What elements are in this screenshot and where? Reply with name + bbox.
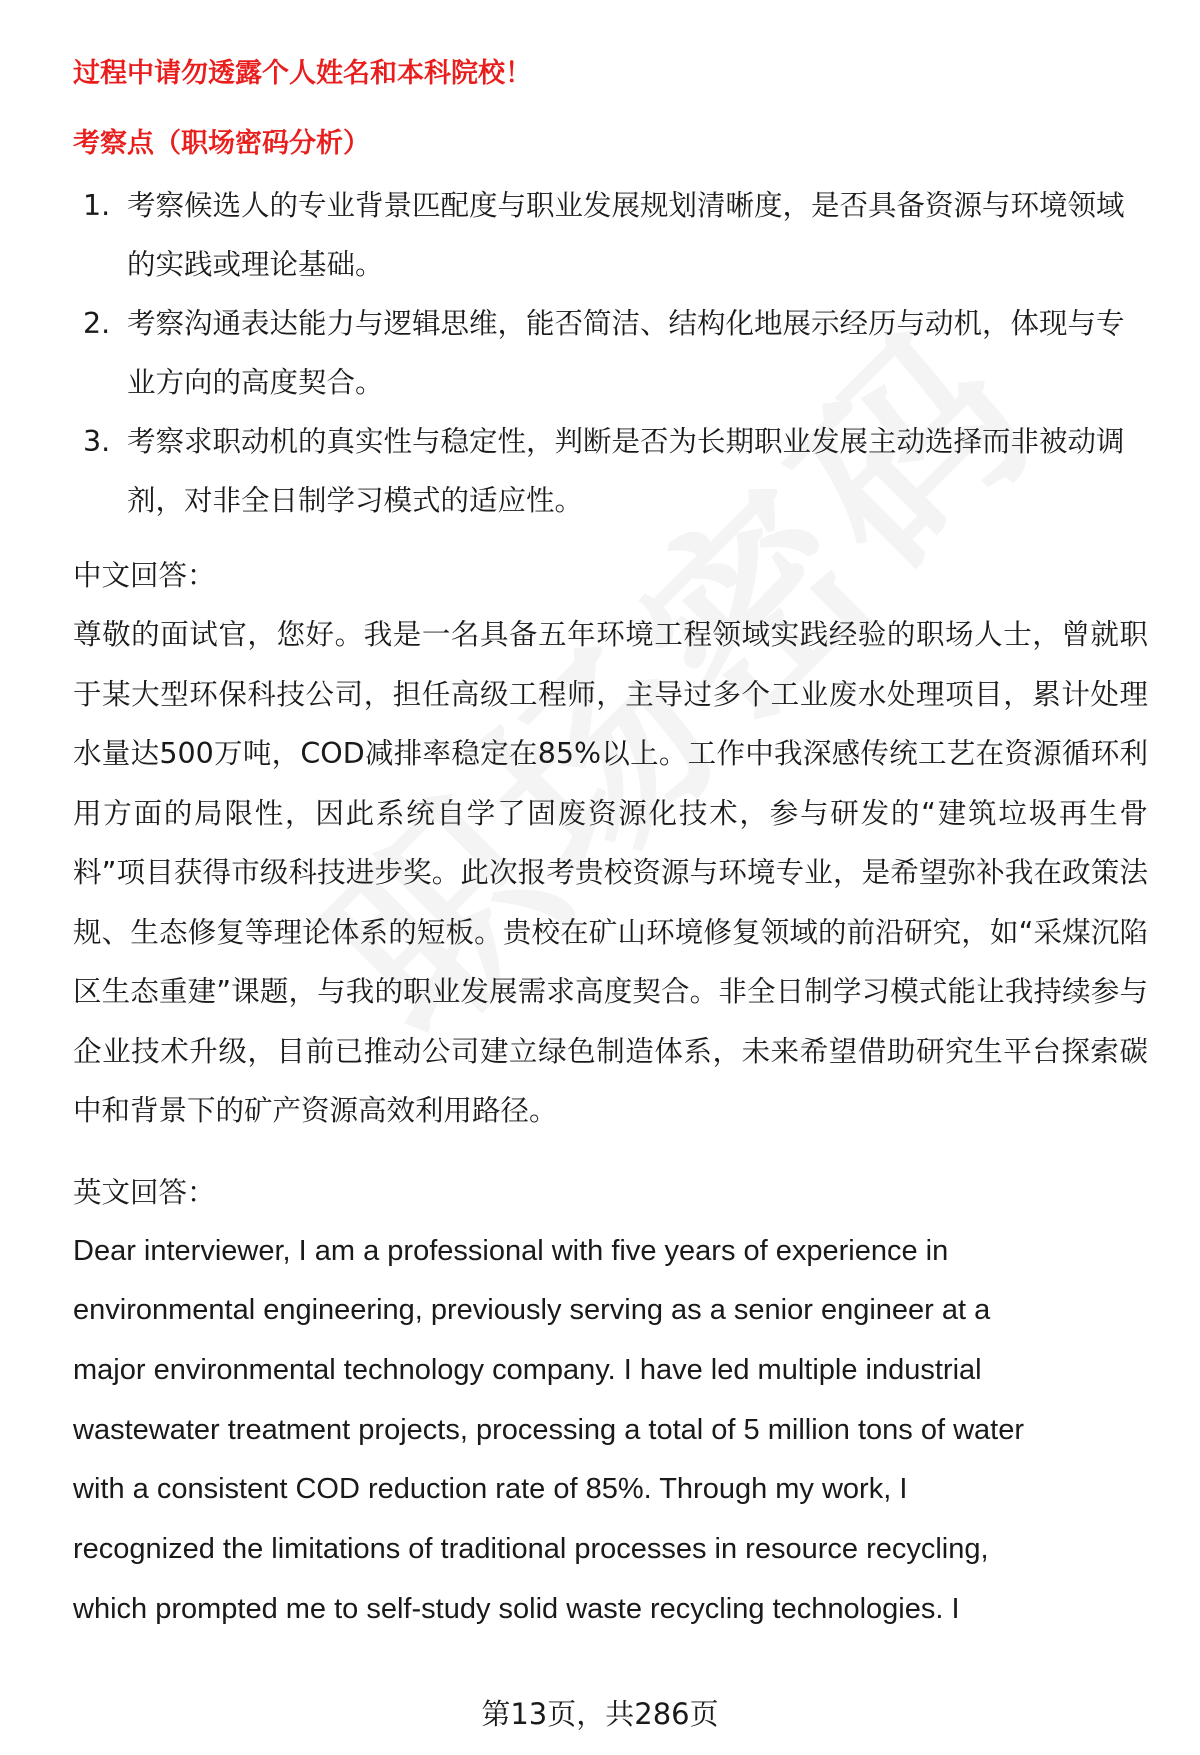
english-answer-line: major environmental technology company. I have led multiple industrial — [73, 1353, 982, 1386]
english-answer-line: recognized the limitations of traditional processes in resource recycling, — [73, 1533, 989, 1566]
section-title: 考察点（职场密码分析） — [73, 128, 370, 159]
list-item — [73, 294, 1148, 412]
chinese-answer-text: 尊敬的面试官，您好。我是一名具备五年环境工程领域实践经验的职场人士，曾就职于某大型环保科技公司，担任高级工程师，主导过多个工业废水处理项目，累计处理水量达500万吨，COD减排率稳定在85%以上。工作中我深感传统工艺在资源循环利用方面的局限性，因此系统自学了固废资源化技术，参与研发的“建筑垃圾再生骨料”项目获得市级科技进步奖。此次报考贵校资源与环境专业，是希望弥补我在政策法规、生态修复等理论体系的短板。贵校在矿山环境修复领域的前沿研究，如“采煤沉陷区生态重建”课题，与我的职业发展需求高度契合。非全日制学习模式能让我持续参与企业技术升级，目前已推动公司建立绿色制造体系，未来希望借助研究生平台探索碳中和背景下的矿产资源高效利用路径。 — [73, 618, 1148, 1127]
english-answer-line: with a consistent COD reduction rate of 85%. Through my work, I — [73, 1473, 908, 1506]
english-answer-line: Dear interviewer, I am a professional with five years of experience in — [73, 1234, 949, 1267]
list-item-number: 3. — [83, 425, 111, 458]
privacy-warning: 过程中请勿透露个人姓名和本科院校！ — [73, 58, 532, 89]
page-content — [73, 54, 1148, 1639]
list-item-text: 考察求职动机的真实性与稳定性，判断是否为长期职业发展主动选择而非被动调剂，对非全日制学习模式的适应性。 — [127, 425, 1125, 517]
english-answer-line: which prompted me to self-study solid waste recycling technologies. I — [73, 1592, 960, 1625]
assessment-points-list — [73, 176, 1148, 530]
list-item-number: 2. — [83, 307, 111, 340]
english-answer-line: wastewater treatment projects, processing a total of 5 million tons of water — [73, 1413, 1024, 1446]
chinese-answer-section — [73, 546, 1148, 1141]
english-answer-section — [73, 1163, 1148, 1640]
english-answer-line: environmental engineering, previously serving as a senior engineer at a — [73, 1294, 991, 1327]
english-answer-label: 英文回答： — [73, 1175, 216, 1209]
list-item — [73, 176, 1148, 294]
page-number-footer: 第13页，共286页 — [481, 1697, 719, 1731]
list-item-text: 考察候选人的专业背景匹配度与职业发展规划清晰度，是否具备资源与环境领域的实践或理论基础。 — [127, 189, 1125, 281]
chinese-answer-label: 中文回答： — [73, 559, 216, 592]
list-item-text: 考察沟通表达能力与逻辑思维，能否简洁、结构化地展示经历与动机，体现与专业方向的高度契合。 — [127, 307, 1125, 399]
list-item — [73, 412, 1148, 530]
list-item-number: 1. — [83, 189, 111, 222]
english-answer-text — [73, 1222, 1148, 1640]
